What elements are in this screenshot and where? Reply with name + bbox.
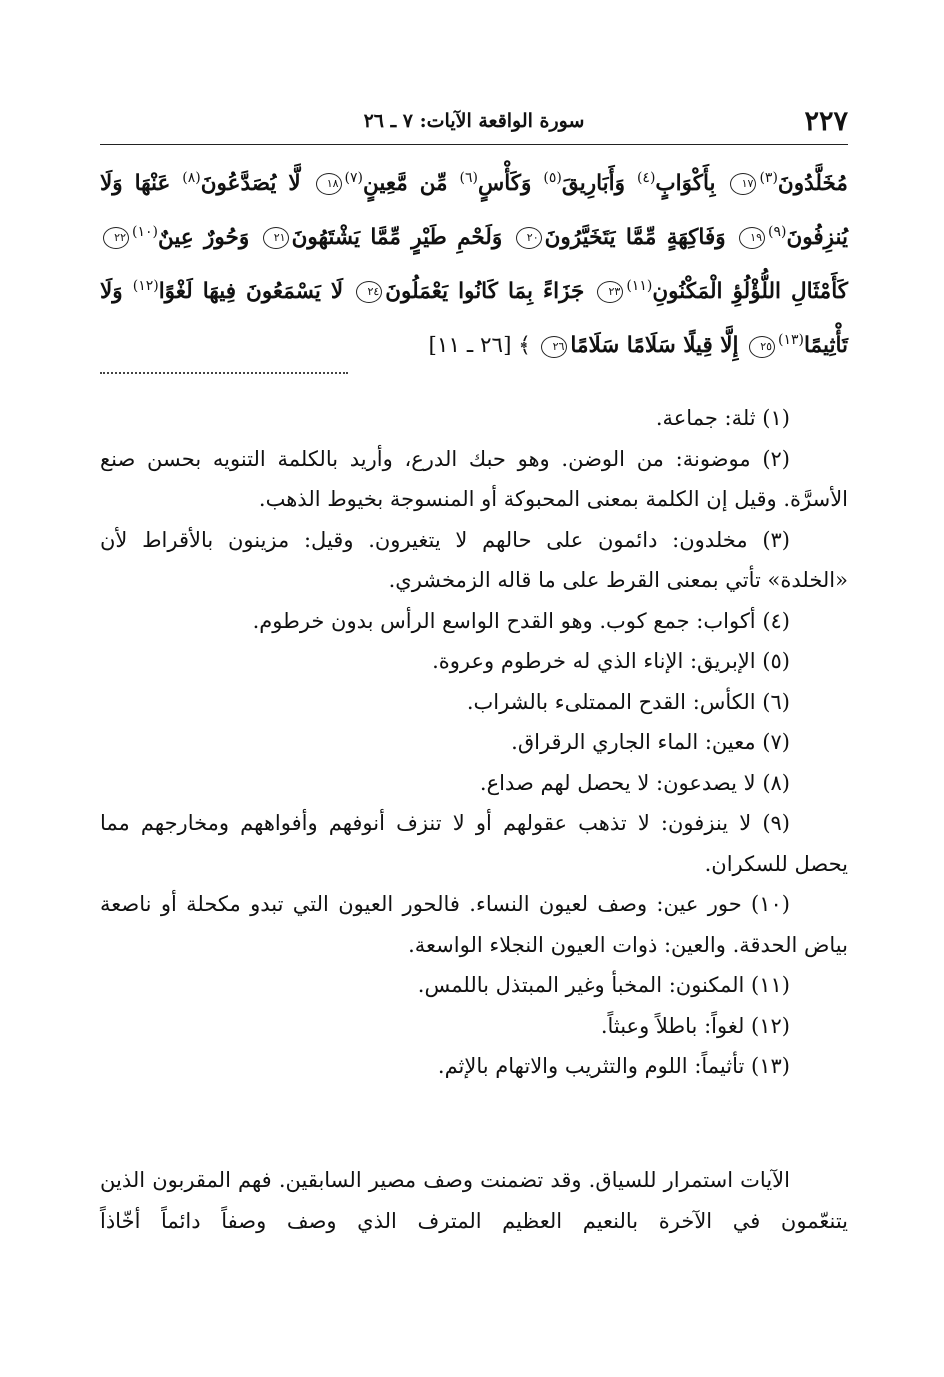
- verse-text: إِلَّا قِيلًا سَلَامًا سَلَامًا: [570, 333, 739, 359]
- footnote-reference: (٩): [767, 224, 787, 241]
- verse-text: وَحُورٌ عِينٌ: [157, 225, 250, 251]
- footnote-reference: (٦): [459, 170, 478, 186]
- footnote-reference: (٧): [344, 170, 364, 186]
- verse-text: لَا يَسْمَعُونَ فِيهَا لَغْوًا: [158, 279, 344, 305]
- footnote-item: (٦) الكأس: القدح الممتلىء بالشراب.: [466, 689, 790, 714]
- footnote-reference: (١٢): [132, 278, 159, 295]
- footnote-reference: (٨): [182, 170, 201, 186]
- footnote-reference: (١٠): [132, 224, 158, 241]
- verse-text: وَلَحْمِ طَيْرٍ مِّمَّا يَشْتَهُونَ: [291, 225, 503, 251]
- ayah-number-marker: ٢٥: [749, 336, 775, 358]
- ayah-number-marker: ٢٣: [597, 281, 623, 303]
- ayah-number-marker: ٢١: [263, 227, 289, 249]
- footnote-reference: (٣): [759, 170, 778, 186]
- ayah-number-marker: ٢٤: [356, 281, 382, 303]
- verse-text: مِّن مَّعِينٍ: [363, 171, 448, 197]
- footnote-divider: [100, 372, 348, 374]
- footnote-reference: (١٣): [778, 332, 804, 349]
- ayah-number-marker: ٢٢: [103, 227, 129, 249]
- surah-title: سورة الواقعة الآيات: ٧ ـ ٢٦: [363, 110, 585, 132]
- footnote-item: (٢) موضونة: من الوضن. وهو حبك الدرع، وأريد بالكلمة التنويه بحسن صنع الأسرَّة. وقيل إن الكلمة بمعنى المحبوكة أو المنسوجة بخيوط الذهب.: [100, 446, 848, 511]
- verse-text: لَّا يُصَدَّعُونَ: [200, 171, 301, 197]
- ayah-number-marker: ١٩: [739, 227, 765, 249]
- verse-text: وَأَبَارِيقَ: [561, 171, 626, 197]
- footnote-item: (٤) أكواب: جمع كوب. وهو القدح الواسع الرأس بدون خرطوم.: [252, 608, 790, 633]
- ayah-number-marker: ١٧: [730, 173, 756, 195]
- footnote-item: (١٣) تأثيماً: اللوم والتثريب والاتهام بالإثم.: [437, 1054, 790, 1078]
- footnote-item: (١١) المكنون: المخبأ وغير المبتذل باللمس.: [417, 973, 790, 997]
- page-header: [100, 104, 848, 145]
- ayah-number-marker: ١٨: [316, 173, 342, 195]
- footnote-item: (٣) مخلدون: دائمون على حالهم لا يتغيرون. وقيل: مزينون بالأقراط لأن «الخلدة» تأتي بمعنى القرط على ما قاله الزمخشري.: [100, 527, 848, 592]
- verse-range: ﴾ [٢٦ ـ ١١]: [428, 333, 531, 359]
- commentary: [100, 1160, 848, 1242]
- footnote-item: (٩) لا ينزفون: لا تذهب عقولهم أو لا تنزف أنوفهم وأفواههم ومخارجهم مما يحصل للسكران.: [100, 811, 848, 876]
- commentary-paragraph: الآيات استمرار للسياق. وقد تضمنت وصف مصير السابقين. فهم المقربون الذين يتنعّمون في الآخرة بالنعيم العظيم المترف الذي وصف وصفاً دائماً أخّاذاً: [100, 1168, 848, 1233]
- footnote-item: (٧) معين: الماء الجاري الرقراق.: [511, 730, 790, 754]
- verse-text: كَأَمْثَالِ اللُّؤْلُؤِ الْمَكْنُونِ: [652, 279, 848, 305]
- footnote-item: (١) ثلة: جماعة.: [655, 406, 790, 430]
- verse-text: وَلَا تَأْثِيمًا: [100, 279, 848, 359]
- verse-text: جَزَاءً بِمَا كَانُوا يَعْمَلُونَ: [385, 279, 585, 305]
- verse-text: وَكَأْسٍ: [477, 171, 532, 197]
- footnote-item: (١٠) حور عين: وصف لعيون النساء. فالحور العيون التي تبدو مكحلة أو ناصعة بياض الحدقة. والعين: ذوات العيون النجلاء الواسعة.: [100, 892, 848, 957]
- verse-text: وَفَاكِهَةٍ مِّمَّا يَتَخَيَّرُونَ: [544, 225, 726, 251]
- verse-text: مُخَلَّدُونَ: [777, 171, 848, 197]
- footnote-reference: (١١): [626, 278, 653, 295]
- page: [100, 0, 848, 1377]
- footnote-item: (١٢) لغواً: باطلاً وعبثاً.: [600, 1013, 790, 1038]
- page-number: ٢٢٧: [804, 106, 848, 137]
- verse-text: عَنْهَا وَلَا يُنزِفُونَ: [100, 171, 848, 251]
- ayah-number-marker: ٢٠: [516, 227, 542, 249]
- footnote-reference: (٤): [636, 170, 656, 186]
- footnote-reference: (٥): [543, 170, 562, 186]
- footnote-item: (٨) لا يصدعون: لا يحصل لهم صداع.: [479, 770, 790, 795]
- quran-verses: [100, 154, 848, 371]
- footnotes: [100, 398, 848, 1087]
- ayah-number-marker: ٢٦: [541, 336, 567, 358]
- verse-text: بِأَكْوَابٍ: [655, 171, 716, 197]
- footnote-item: (٥) الإبريق: الإناء الذي له خرطوم وعروة.: [432, 649, 790, 673]
